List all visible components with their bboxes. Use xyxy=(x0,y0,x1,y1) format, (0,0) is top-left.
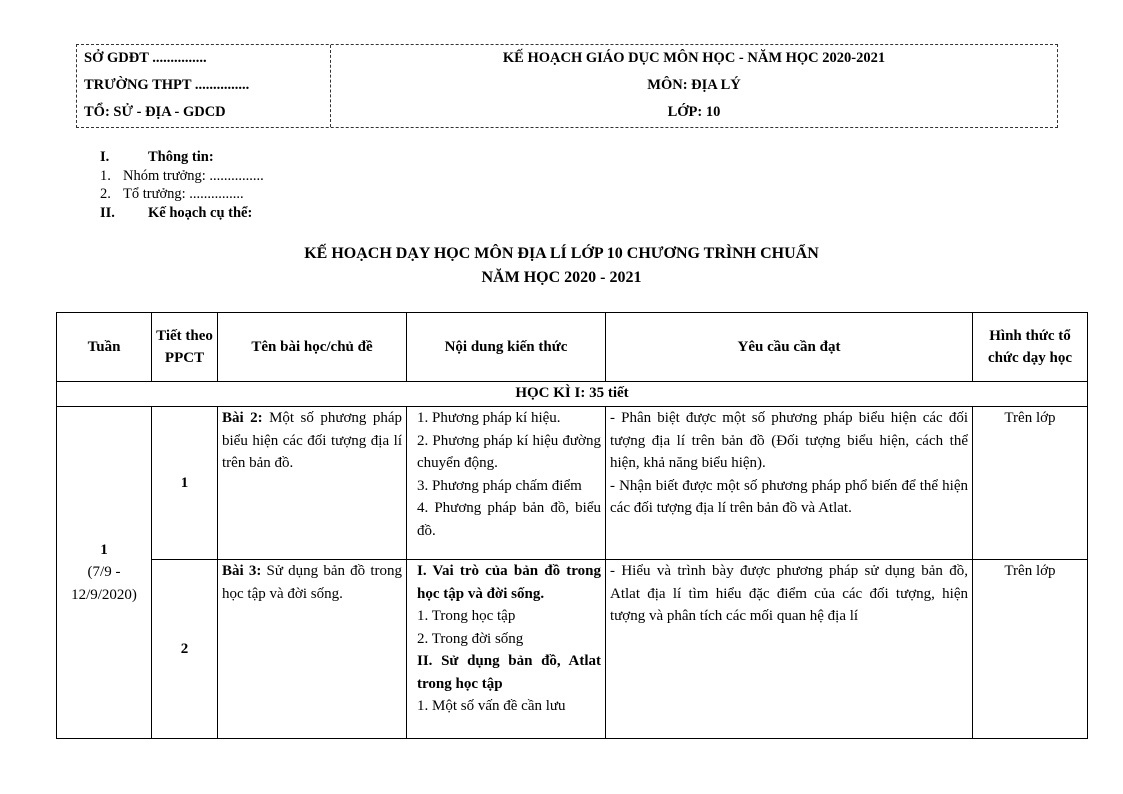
requirement-item: - Nhận biết được một số phương pháp phổ biến để thể hiện các đối tượng địa lí trên bản đồ và Atlat. xyxy=(610,477,968,516)
content-heading: I. Vai trò của bản đồ trong học tập và đời sống. xyxy=(417,563,601,602)
col-header-week: Tuần xyxy=(57,313,152,382)
info-section xyxy=(100,148,264,222)
section2-heading: Kế hoạch cụ thể: xyxy=(148,204,253,221)
content-item: 1. Một số vấn đề cần lưu xyxy=(417,698,566,714)
plan-title: KẾ HOẠCH GIÁO DỤC MÔN HỌC - NĂM HỌC 2020-2021 xyxy=(502,50,886,66)
content-item: 3. Phương pháp chấm điểm xyxy=(417,477,582,494)
department-label: SỞ GDĐT ............... xyxy=(84,50,207,66)
main-subtitle: NĂM HỌC 2020 - 2021 xyxy=(481,269,642,286)
semester-row xyxy=(57,382,1088,407)
form-cell: Trên lớp xyxy=(973,560,1088,739)
lesson-number: Bài 3: xyxy=(222,563,262,579)
period-cell: 2 xyxy=(152,560,218,739)
header-left xyxy=(77,45,331,127)
lesson-name: Một số phương pháp biểu hiện các đối tượng địa lí trên bản đồ. xyxy=(222,410,402,471)
section2-number: II. xyxy=(100,204,115,221)
group-leader-line: Nhóm trưởng: ............... xyxy=(123,167,264,184)
content-clip xyxy=(407,560,601,738)
col-header-content: Nội dung kiến thức xyxy=(407,313,606,382)
semester-label: HỌC KÌ I: 35 tiết xyxy=(57,382,1088,407)
lesson-number: Bài 2: xyxy=(222,410,263,426)
week-dates: (7/9 - 12/9/2020) xyxy=(71,564,137,603)
section1-heading: Thông tin: xyxy=(148,149,214,165)
lesson-name: Sử dụng bản đồ trong học tập và đời sống. xyxy=(222,563,402,602)
content-item: 2. Phương pháp kí hiệu đường chuyển động. xyxy=(417,432,601,471)
teaching-plan-table xyxy=(56,312,1088,739)
school-label: TRƯỜNG THPT ............... xyxy=(84,77,250,93)
header-right xyxy=(331,45,1057,127)
table-row xyxy=(57,407,1088,560)
content-item: 1. Trong học tập xyxy=(417,608,516,624)
form-cell: Trên lớp xyxy=(973,407,1088,560)
section1-number: I. xyxy=(100,149,110,165)
content-heading: II. Sử dụng bản đồ, Atlat trong học tập xyxy=(417,653,601,692)
content-item: 4. Phương pháp bản đồ, biểu đồ. xyxy=(417,500,601,539)
item2-number: 2. xyxy=(100,186,111,202)
requirements-cell xyxy=(606,407,973,560)
col-header-period: Tiết theo PPCT xyxy=(152,313,218,382)
col-header-lesson: Tên bài học/chủ đề xyxy=(218,313,407,382)
period-cell: 1 xyxy=(152,407,218,560)
table-header-row xyxy=(57,313,1088,382)
main-title: KẾ HOẠCH DẠY HỌC MÔN ĐỊA LÍ LỚP 10 CHƯƠNG TRÌNH CHUẨN xyxy=(304,245,819,262)
requirements-cell xyxy=(606,560,973,739)
lesson-cell xyxy=(218,560,407,739)
table-row xyxy=(57,560,1088,739)
document-header-box xyxy=(76,44,1058,128)
col-header-requirements: Yêu cầu cần đạt xyxy=(606,313,973,382)
content-cell xyxy=(407,560,606,739)
requirement-item: - Phân biệt được một số phương pháp biểu hiện các đối tượng địa lí trên bản đồ (Đối tượng biểu hiện, cách thể hiện, khả năng biểu hiện). xyxy=(610,410,968,471)
content-item: 1. Phương pháp kí hiệu. xyxy=(417,410,561,426)
lesson-cell xyxy=(218,407,407,560)
content-cell xyxy=(407,407,606,560)
week-cell xyxy=(57,407,152,739)
group-label: TỔ: SỬ - ĐỊA - GDCD xyxy=(84,104,226,120)
col-header-form: Hình thức tổ chức dạy học xyxy=(973,313,1088,382)
subject-label: MÔN: ĐỊA LÝ xyxy=(647,77,741,93)
content-item: 2. Trong đời sống xyxy=(417,630,524,647)
item1-number: 1. xyxy=(100,167,111,184)
grade-label: LỚP: 10 xyxy=(667,104,721,120)
week-number: 1 xyxy=(100,541,108,558)
team-leader-line: Tổ trưởng: ............... xyxy=(123,186,244,202)
requirement-item: - Hiểu và trình bày được phương pháp sử dụng bản đồ, Atlat địa lí tìm hiểu đặc điểm của các đối tượng, hiện tượng và phân tích các mối quan hệ địa lí xyxy=(610,563,968,624)
